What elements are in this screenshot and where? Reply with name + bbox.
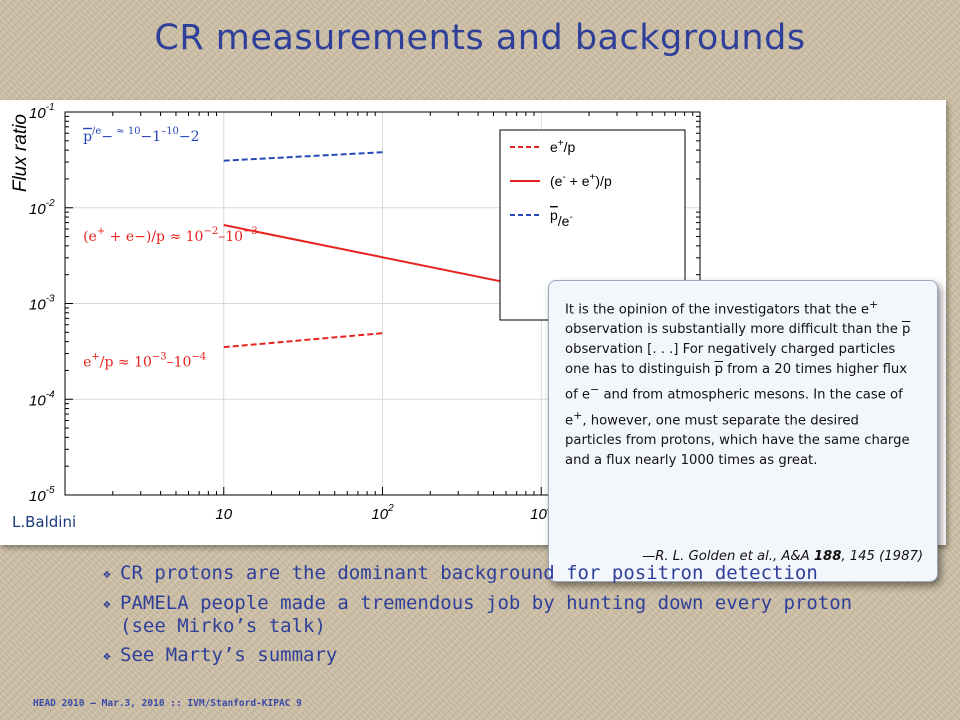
bullet-list [103,562,863,674]
series-line [224,152,383,160]
flux-ratio-figure [0,100,946,564]
legend-label: p/e- [550,207,573,229]
bullet-text: PAMELA people made a tremendous job by hunting down every proton (see Mirko’s talk) [120,592,853,637]
bullet-item [103,592,863,638]
annotation-label: $(e^+ + e-)/p \approx 10^{-2}-10^{-3}$ [83,225,258,245]
y-tick-label: $10^{-1}$ [29,102,55,122]
y-tick-label: $10^{-5}$ [29,485,55,505]
x-tick-label: 10 [530,506,547,523]
quote-line: particles from protons, which have the same charge [565,433,910,449]
figure-credit: L.Baldini [12,513,77,531]
quote-citation: —R. L. Golden et al., A&A 188, 145 (1987) [642,549,923,564]
quote-box [548,280,938,582]
legend-label: e+/p [550,138,576,155]
bullet-item [103,644,863,668]
quote-line: observation is substantially more difficult than the $\overline{p}$ [565,322,911,338]
quote-line: of e− and from atmospheric mesons. In the case of [565,383,903,403]
legend-label: (e- + e+)/p [550,172,612,189]
diamond-bullet-icon: ❖ [103,649,111,664]
bullet-item [103,562,863,586]
annotation-label: $e^+/p \approx 10^{-3}-10^{-4}$ [83,351,207,371]
series-line [224,333,383,347]
annotation-label: $p^{/e}- ^{\approx 10}-1^{-10}-2$ [83,125,200,145]
y-axis-label: Flux ratio [10,114,31,193]
quote-line: e+, however, one must separate the desired [565,408,859,429]
slide-title: CR measurements and backgrounds [154,18,806,58]
bullet-text: See Marty’s summary [120,644,338,666]
x-tick-label: $10^2$ [371,503,394,523]
y-tick-label: $10^{-3}$ [29,293,55,314]
quote-line: and a flux nearly 1000 times as great. [565,453,818,469]
diamond-bullet-icon: ❖ [103,567,111,582]
x-tick-label: 10 [215,506,233,523]
quote-line: observation [. . .] For negatively charged particles [565,342,896,358]
diamond-bullet-icon: ❖ [103,597,111,612]
quote-text [565,295,929,471]
quote-line: It is the opinion of the investigators that the e+ [565,298,879,318]
quote-line: one has to distinguish $\overline{p}$ from a 20 times higher flux [565,362,908,378]
y-tick-label: $10^{-2}$ [29,197,55,218]
y-tick-label: $10^{-4}$ [29,389,55,410]
bullet-text: CR protons are the dominant background for positron detection [120,562,818,584]
slide-footer: HEAD 2010 – Mar.3, 2010 :: IVM/Stanford-KIPAC 9 [33,698,302,709]
